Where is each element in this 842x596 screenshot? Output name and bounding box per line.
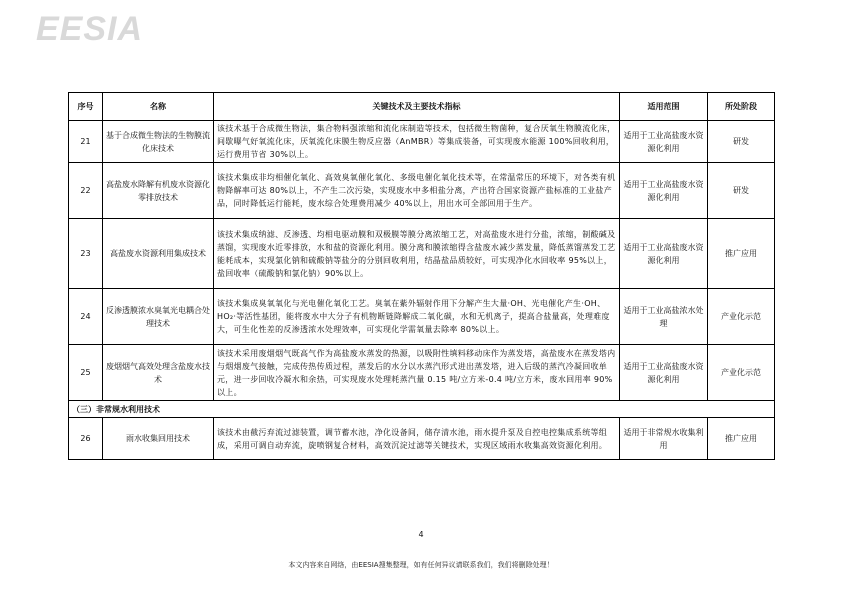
development-stage: 产业化示范: [708, 345, 775, 401]
application-scope: 适用于工业高盐废水资源化利用: [620, 219, 708, 289]
header-scope: 适用范围: [620, 93, 708, 121]
application-scope: 适用于工业高盐废水资源化利用: [620, 163, 708, 219]
table-row: [69, 121, 775, 163]
header-description: 关键技术及主要技术指标: [214, 93, 620, 121]
table-header-row: [69, 93, 775, 121]
row-number: 21: [69, 121, 103, 163]
development-stage: 研发: [708, 163, 775, 219]
table-row: [69, 289, 775, 345]
section-header-row: [69, 401, 775, 418]
row-number: 22: [69, 163, 103, 219]
application-scope: 适用于工业高盐废水资源化利用: [620, 345, 708, 401]
header-name: 名称: [103, 93, 214, 121]
technology-description: 该技术基于合成微生物法，集合物料强浓缩和流化床制造等技术，包括微生物菌种，复合厌氧生物膜流化床，间歇曝气好氧流化床，厌氧流化床膜生物反应器（AnMBR）等集成装备，可实现废水能源 100%回收利用，运行费用节省 30%以上。: [214, 121, 620, 163]
technology-table: [68, 92, 775, 460]
eesia-logo: EESIA: [36, 10, 144, 48]
table-row: [69, 345, 775, 401]
technology-description: 该技术集成纳滤、反渗透、均相电驱动膜和双极膜等膜分离浓缩工艺，对高盐废水进行分盐，浓缩，制酸碱及蒸馏，实现废水近零排放，水和盐的资源化利用。膜分离和膜浓缩得含盐废水减少蒸发量，降低蒸馏蒸发工艺能耗成本，实现氯化钠和硫酸钠等盐分的分别回收利用，结晶盐品质较好，可实现净化水回收率 95%以上，盐回收率（硫酸钠和氯化钠）90%以上。: [214, 219, 620, 289]
header-stage: 所处阶段: [708, 93, 775, 121]
development-stage: 研发: [708, 121, 775, 163]
application-scope: 适用于工业高盐浓水处理: [620, 289, 708, 345]
footer-disclaimer: 本文内容来自网络，由EESIA搜集整理，如有任何异议请联系我们，我们将删除处理！: [288, 561, 554, 569]
row-number: 23: [69, 219, 103, 289]
table-row: [69, 163, 775, 219]
technology-name: 高盐废水资源利用集成技术: [103, 219, 214, 289]
technology-name: 基于合成微生物法的生物膜流化床技术: [103, 121, 214, 163]
application-scope: 适用于工业高盐废水资源化利用: [620, 121, 708, 163]
development-stage: 推广应用: [708, 219, 775, 289]
row-number: 25: [69, 345, 103, 401]
development-stage: 推广应用: [708, 418, 775, 460]
technology-name: 高盐废水降解有机废水资源化零排放技术: [103, 163, 214, 219]
section-title: （三）非常规水利用技术: [69, 401, 775, 418]
page-number: 4: [418, 530, 424, 539]
technology-description: 该技术由截污弃流过滤装置，调节蓄水池，净化设备间，储存清水池，雨水提升泵及自控电控集成系统等组成，采用可调自动弃流，旋喷钢复合材料，高效沉淀过滤等关键技术，实现区域雨水收集高效资源化利用。: [214, 418, 620, 460]
table-row: [69, 219, 775, 289]
row-number: 24: [69, 289, 103, 345]
development-stage: 产业化示范: [708, 289, 775, 345]
application-scope: 适用于非常规水收集利用: [620, 418, 708, 460]
technology-description: 该技术集成非均相催化氧化、高效臭氧催化氧化、多级电催化氧化技术等，在常温常压的环境下，对各类有机物降解率可达 80%以上，不产生二次污染，实现废水中多相盐分离，产出符合国家资源产盐标准的工业盐产品，同时降低运行能耗，废水综合处理费用减少 40%以上，用出水可全部回用于生产。: [214, 163, 620, 219]
technology-name: 反渗透膜浓水臭氧光电耦合处理技术: [103, 289, 214, 345]
technology-name: 雨水收集回用技术: [103, 418, 214, 460]
row-number: 26: [69, 418, 103, 460]
technology-description: 该技术采用废烟烟气既高气作为高盐废水蒸发的热源，以吸附性填料移动床作为蒸发塔，高盐废水在蒸发塔内与烟烟废气接触，完成传热传质过程，蒸发后的水分以水蒸汽形式进出蒸发塔，进入后级的蒸汽冷凝回收单元，进一步回收冷凝水和余热，可实现废水处理耗蒸汽量 0.15 吨/立方米-0.4 吨/立方米，废水回用率 90%以上。: [214, 345, 620, 401]
table-row: [69, 418, 775, 460]
header-number: 序号: [69, 93, 103, 121]
technology-name: 废烟烟气高效处理含盐废水技术: [103, 345, 214, 401]
technology-description: 该技术集成臭氧氧化与光电催化氧化工艺。臭氧在紫外辐射作用下分解产生大量·OH、光电催化产生·OH、HO₂·等活性基团，能将废水中大分子有机物断链降解成二氧化碳，水和无机离子，提高合盐量高，处理难度大，可生化性差的反渗透浓水处理效率，可实现化学需氧量去除率 80%以上。: [214, 289, 620, 345]
